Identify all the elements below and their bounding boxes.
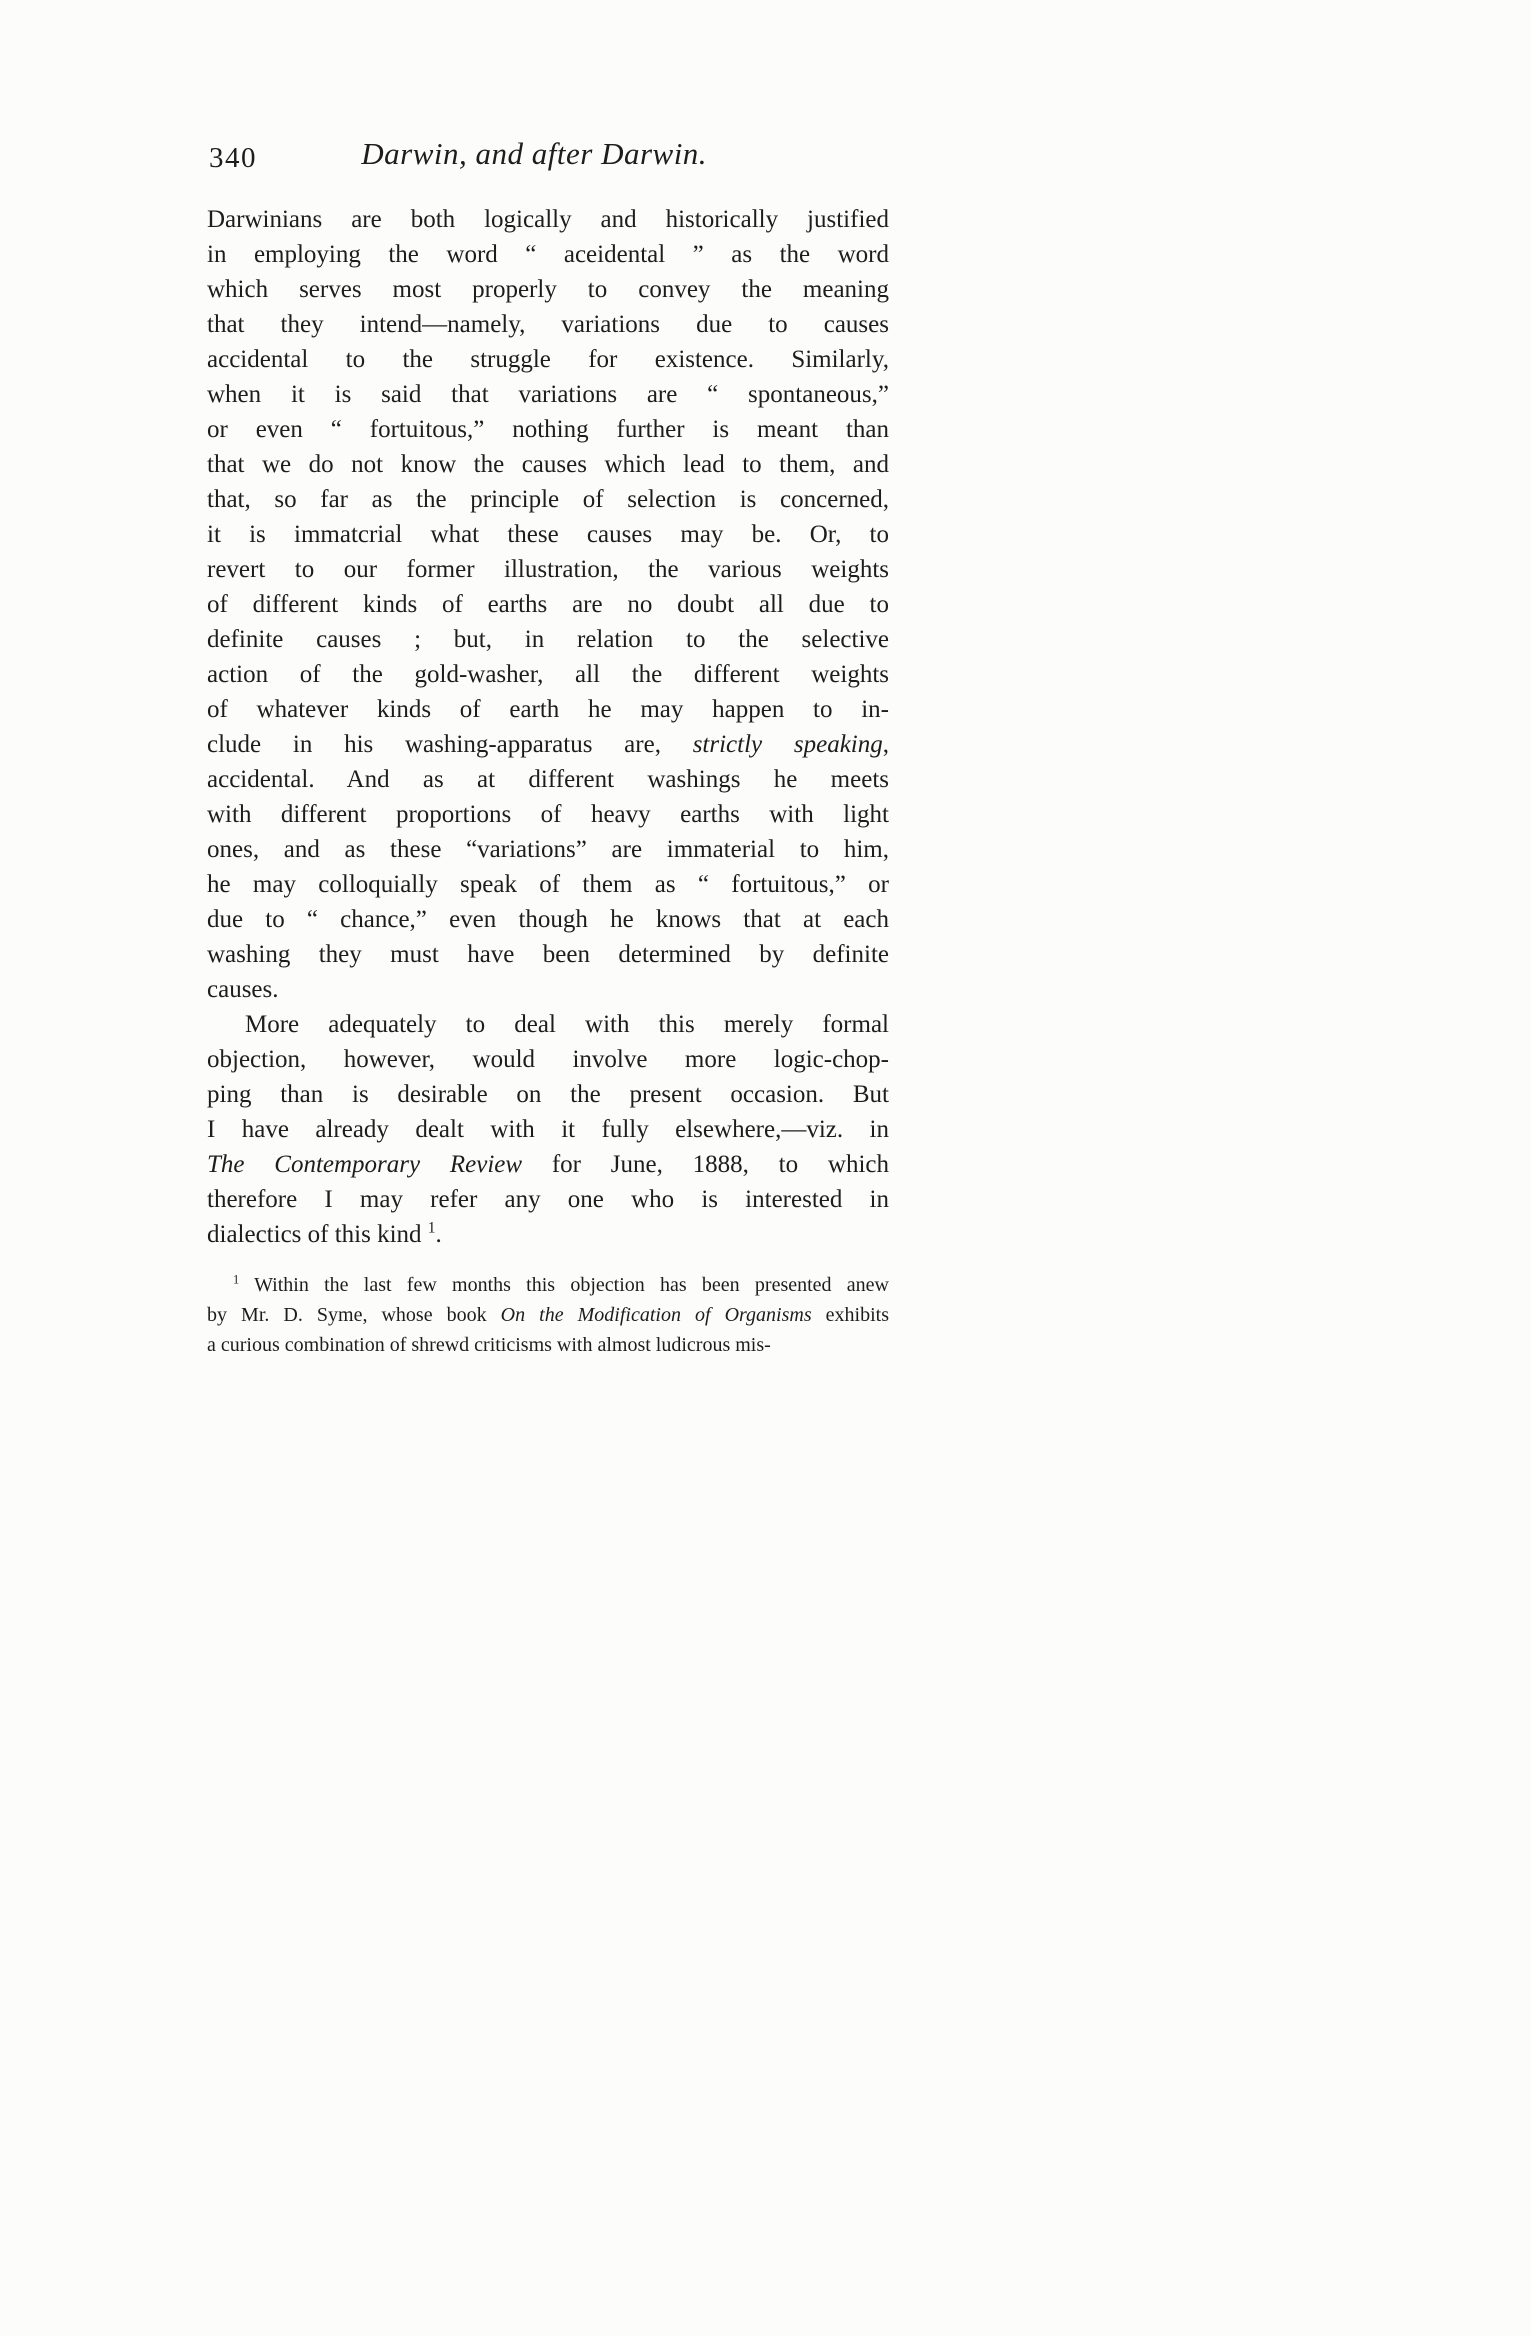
text-line (207, 412, 889, 447)
text-run: ones, and as these “variations” are immaterial to him, (207, 836, 889, 863)
text-run: of whatever kinds of earth he may happen to in- (207, 696, 889, 723)
footnote-reference: 1 (427, 1219, 436, 1237)
page-number: 340 (209, 142, 257, 174)
running-title: Darwin, and after Darwin. (361, 136, 708, 171)
text-line (207, 762, 889, 797)
italic-text-run: On the Modification of Organisms (500, 1304, 812, 1326)
text-run: Darwinians are both logically and historically justified (207, 206, 889, 233)
text-line (207, 237, 889, 272)
paragraph-1 (207, 202, 889, 1007)
text-line (207, 1042, 889, 1077)
text-run: accidental to the struggle for existence. Similarly, (207, 346, 889, 373)
text-run: that, so far as the principle of selection is concerned, (207, 486, 889, 513)
text-line (207, 587, 889, 622)
text-run: dialectics of this kind (207, 1221, 428, 1248)
text-line (207, 1147, 889, 1182)
text-line (207, 377, 889, 412)
text-run: by Mr. D. Syme, whose book (207, 1304, 501, 1326)
text-line (207, 1007, 889, 1042)
text-run: accidental. And as at different washings he meets (207, 766, 889, 793)
text-line (207, 307, 889, 342)
text-line (207, 1112, 889, 1147)
text-run: it is immatcrial what these causes may be. Or, to (207, 521, 889, 548)
page-header (207, 136, 889, 186)
text-run: for June, 1888, to which (522, 1151, 889, 1178)
text-run: or even “ fortuitous,” nothing further is meant than (207, 416, 889, 443)
text-line (207, 972, 889, 1007)
text-run: action of the gold-washer, all the different weights (207, 661, 889, 688)
text-line (207, 517, 889, 552)
text-run: with different proportions of heavy earths with light (207, 801, 889, 828)
text-run: due to “ chance,” even though he knows that at each (207, 906, 889, 933)
footnote-reference: 1 (233, 1272, 240, 1287)
footnote (207, 1270, 889, 1360)
text-line (207, 482, 889, 517)
text-line (207, 832, 889, 867)
text-run: ping than is desirable on the present occasion. But (207, 1081, 889, 1108)
text-run: revert to our former illustration, the various weights (207, 556, 889, 583)
text-line (207, 1270, 889, 1300)
text-line (207, 342, 889, 377)
text-run: he may colloquially speak of them as “ fortuitous,” or (207, 871, 889, 898)
text-line (207, 1077, 889, 1112)
text-run: Within the last few months this objection has been presented anew (239, 1274, 889, 1296)
text-run: washing they must have been determined by definite (207, 941, 889, 968)
text-run: of different kinds of earths are no doubt all due to (207, 591, 889, 618)
text-line (207, 1182, 889, 1217)
text-run: that they intend—namely, variations due to causes (207, 311, 889, 338)
text-line (207, 902, 889, 937)
text-line (207, 1330, 889, 1360)
text-line (207, 727, 889, 762)
text-run: definite causes ; but, in relation to the selective (207, 626, 889, 653)
text-line (207, 622, 889, 657)
text-line (207, 797, 889, 832)
text-run: . (435, 1221, 442, 1248)
text-run: therefore I may refer any one who is interested in (207, 1186, 889, 1213)
text-run: exhibits (811, 1304, 889, 1326)
text-line (207, 692, 889, 727)
text-run: I have already dealt with it fully elsewhere,—viz. in (207, 1116, 889, 1143)
text-line (207, 272, 889, 307)
text-run: causes. (207, 976, 279, 1003)
text-run: clude in his washing-apparatus are, (207, 731, 693, 758)
text-run: More adequately to deal with this merely formal (245, 1011, 889, 1038)
text-block (207, 136, 889, 1360)
italic-text-run: strictly speaking (692, 731, 883, 758)
text-line (207, 202, 889, 237)
text-line (207, 937, 889, 972)
text-run: a curious combination of shrewd criticisms with almost ludicrous mis- (207, 1334, 771, 1356)
text-line (207, 657, 889, 692)
text-line (207, 1300, 889, 1330)
text-line (207, 867, 889, 902)
text-run: , (882, 731, 889, 758)
text-line (207, 552, 889, 587)
text-run: that we do not know the causes which lead to them, and (207, 451, 889, 478)
text-line (207, 447, 889, 482)
text-run: which serves most properly to convey the meaning (207, 276, 889, 303)
text-line (207, 1217, 889, 1252)
paragraph-2 (207, 1007, 889, 1252)
text-run: when it is said that variations are “ spontaneous,” (207, 381, 889, 408)
text-run: objection, however, would involve more logic-chop- (207, 1046, 889, 1073)
text-run: in employing the word “ aceidental ” as the word (207, 241, 889, 268)
italic-text-run: The Contemporary Review (207, 1151, 523, 1178)
